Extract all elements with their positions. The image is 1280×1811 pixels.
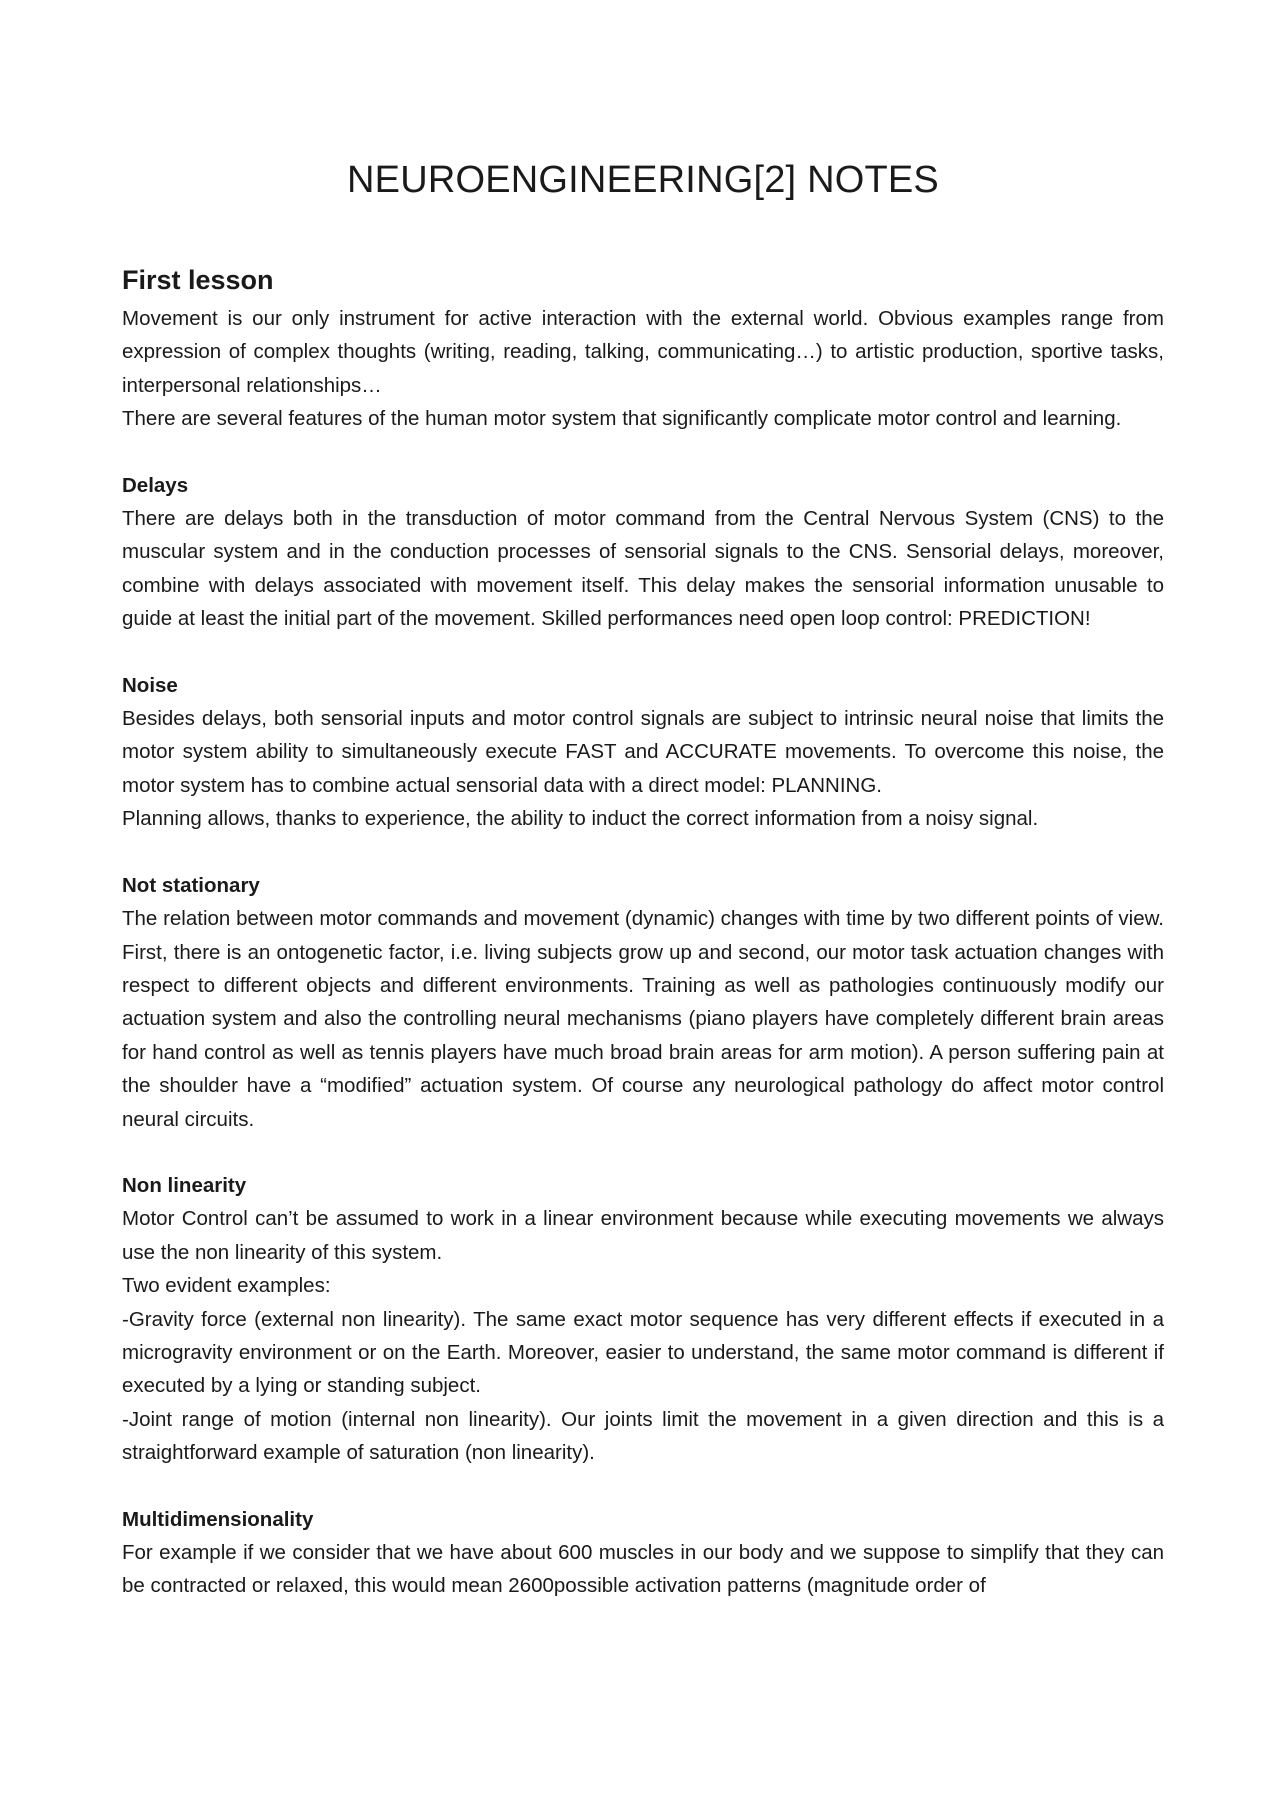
section-heading: Noise	[122, 673, 178, 697]
section-heading: Delays	[122, 473, 189, 497]
section-delays	[122, 469, 1164, 636]
section-paragraph: Motor Control can’t be assumed to work in a linear environment because while executing movements we always use the non linearity of this system.	[122, 1207, 1164, 1264]
section-paragraph: Besides delays, both sensorial inputs and motor control signals are subject to intrinsic neural noise that limits the motor system ability to simultaneously execute FAST and ACCURATE movements. To overcome this noise, the motor system has to combine actual sensorial data with a direct model: PLANNING.	[122, 707, 1164, 797]
intro-paragraph: There are several features of the human motor system that significantly complicate motor control and learning.	[122, 407, 1122, 431]
section-paragraph: For example if we consider that we have about 600 muscles in our body and we suppose to simplify that they can be contracted or relaxed, this would mean 2600possible activation patterns (magnitude order of	[122, 1541, 1164, 1598]
section-heading: Non linearity	[122, 1173, 247, 1197]
section-not-stationary	[122, 869, 1164, 1136]
section-paragraph: Planning allows, thanks to experience, the ability to induct the correct information from a noisy signal.	[122, 807, 1039, 831]
section-multidimensionality	[122, 1503, 1164, 1603]
section-noise	[122, 669, 1164, 836]
lesson-intro	[122, 262, 1164, 436]
section-heading: Multidimensionality	[122, 1507, 314, 1531]
section-paragraph: The relation between motor commands and movement (dynamic) changes with time by two different points of view. First, there is an ontogenetic factor, i.e. living subjects grow up and second, our motor task actuation changes with respect to different objects and different environments. Training as well as pathologies continuously modify our actuation system and also the controlling neural mechanisms (piano players have completely different brain areas for hand control as well as tennis players have much broad brain areas for arm motion). A person suffering pain at the shoulder have a “modified” actuation system. Of course any neurological pathology do affect motor control neural circuits.	[122, 907, 1164, 1131]
intro-paragraph: Movement is our only instrument for active interaction with the external world. Obvious examples range from expression of complex thoughts (writing, reading, talking, communicating…) to artistic production, sportive tasks, interpersonal relationships…	[122, 307, 1164, 397]
section-paragraph: Two evident examples:	[122, 1274, 331, 1298]
section-paragraph: -Gravity force (external non linearity). The same exact motor sequence has very different effects if executed in a microgravity environment or on the Earth. Moreover, easier to understand, the same motor command is different if executed by a lying or standing subject.	[122, 1307, 1164, 1398]
section-non-linearity	[122, 1169, 1164, 1470]
section-paragraph: -Joint range of motion (internal non linearity). Our joints limit the movement in a given direction and this is a straightforward example of saturation (non linearity).	[122, 1407, 1164, 1465]
lesson-heading: First lesson	[122, 265, 274, 295]
section-paragraph: There are delays both in the transduction of motor command from the Central Nervous System (CNS) to the muscular system and in the conduction processes of sensorial signals to the CNS. Sensorial delays, moreover, combine with delays associated with movement itself. This delay makes the sensorial information unusable to guide at least the initial part of the movement. Skilled performances need open loop control: PREDICTION!	[122, 507, 1164, 631]
document-title: NEUROENGINEERING[2] NOTES	[347, 159, 939, 201]
section-heading: Not stationary	[122, 873, 260, 897]
